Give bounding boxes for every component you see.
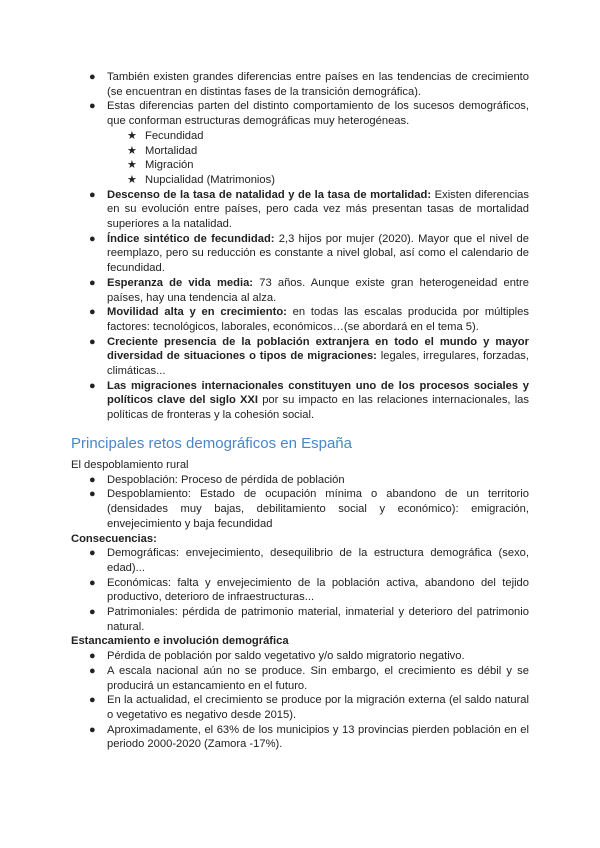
list-item: ● Patrimoniales: pérdida de patrimonio material, inmaterial y deterioro del patrimonio natural. [89, 606, 529, 633]
star-icon: ★ [127, 129, 137, 142]
subheading-stagnation: Estancamiento e involución demográfica [71, 635, 289, 648]
bullet-icon: ● [89, 379, 96, 392]
list-item: ● Movilidad alta y en crecimiento: en todas las escalas producida por múltiples factores: tecnológicos, laborales, económicos…(se abordará en el tema 5). [89, 306, 529, 333]
bullet-icon: ● [89, 188, 96, 201]
bullet-icon: ● [89, 664, 96, 677]
list-item: ● Despoblación: Proceso de pérdida de población [89, 473, 345, 486]
bullet-icon: ● [89, 694, 96, 707]
bullet-icon: ● [89, 473, 96, 486]
subheading-rural-depopulation: El despoblamiento rural [71, 459, 189, 471]
bullet-icon: ● [89, 576, 96, 589]
bullet-icon: ● [89, 547, 96, 560]
list-item: ● A escala nacional aún no se produce. Sin embargo, el crecimiento es débil y se producirá un estancamiento en el futuro. [89, 664, 529, 692]
list-item: ● Las migraciones internacionales constituyen uno de los procesos sociales y políticos clave del siglo XXI por su impacto en las relaciones internacionales, las políticas de fronteras y la cohesión social. [89, 379, 529, 422]
star-icon: ★ [127, 159, 137, 172]
star-icon: ★ [127, 173, 137, 186]
section-world-demography [0, 70, 600, 423]
subheading-consequences: Consecuencias: [71, 532, 157, 545]
list-item: ● Aproximadamente, el 63% de los municipios y 13 provincias pierden población en el periodo 2000-2020 (Zamora -17%). [89, 723, 529, 751]
sub-list-item: ★ Migración [127, 159, 194, 172]
list-item: ● Índice sintético de fecundidad: 2,3 hijos por mujer (2020). Mayor que el nivel de reemplazo, pero su reducción es constante a nivel global, así como el calendario de fecundidad. [89, 232, 529, 275]
bullet-icon: ● [89, 71, 96, 83]
list-item: ● Esperanza de vida media: 73 años. Aunque existe gran heterogeneidad entre países, hay una tendencia al alza. [89, 276, 529, 304]
bullet-icon: ● [89, 606, 96, 619]
list-item: ● Creciente presencia de la población extranjera en todo el mundo y mayor diversidad de situaciones o tipos de migraciones: legales, irregulares, forzadas, climáticas... [89, 335, 529, 378]
list-item: ● Demográficas: envejecimiento, desequilibrio de la estructura demográfica (sexo, edad)... [89, 547, 529, 574]
list-item: ● Descenso de la tasa de natalidad y de la tasa de mortalidad: Existen diferencias en su evolución entre países, pero cada vez más presentan tasas de mortalidad superiores a la natalidad. [89, 188, 529, 231]
sub-list-item: ★ Nupcialidad (Matrimonios) [127, 173, 275, 186]
section-spain-challenges [0, 458, 600, 752]
bullet-icon: ● [89, 232, 96, 245]
bullet-icon: ● [89, 306, 96, 319]
section-heading: Principales retos demográficos en España [71, 435, 352, 452]
list-item: ● Económicas: falta y envejecimiento de la población activa, abandono del tejido productivo, deterioro de infraestructuras... [89, 576, 529, 604]
list-item: ● En la actualidad, el crecimiento se produce por la migración externa (el saldo natural o vegetativo es negativo desde 2015). [89, 694, 529, 721]
list-item: ● Estas diferencias parten del distinto comportamiento de los sucesos demográficos, que conforman estructuras demográficas muy heterogéneas. [89, 100, 529, 128]
bullet-icon: ● [89, 723, 96, 736]
bullet-icon: ● [89, 335, 96, 348]
star-icon: ★ [127, 144, 137, 157]
bullet-icon: ● [89, 650, 96, 663]
bullet-icon: ● [89, 100, 96, 113]
list-item: ● Despoblamiento: Estado de ocupación mínima o abandono de un territorio (densidades muy bajas, debilitamiento social y económico): emigración, envejecimiento y baja fecundidad [89, 488, 529, 530]
sub-list-item: ★ Fecundidad [127, 129, 204, 142]
bullet-icon: ● [89, 488, 96, 501]
list-item: ● Pérdida de población por saldo vegetativo y/o saldo migratorio negativo. [89, 650, 465, 663]
list-item: ● También existen grandes diferencias entre países en las tendencias de crecimiento (se encuentran en distintas fases de la transición demográfica). [89, 71, 529, 98]
bullet-icon: ● [89, 276, 96, 289]
sub-list-item: ★ Mortalidad [127, 144, 198, 157]
